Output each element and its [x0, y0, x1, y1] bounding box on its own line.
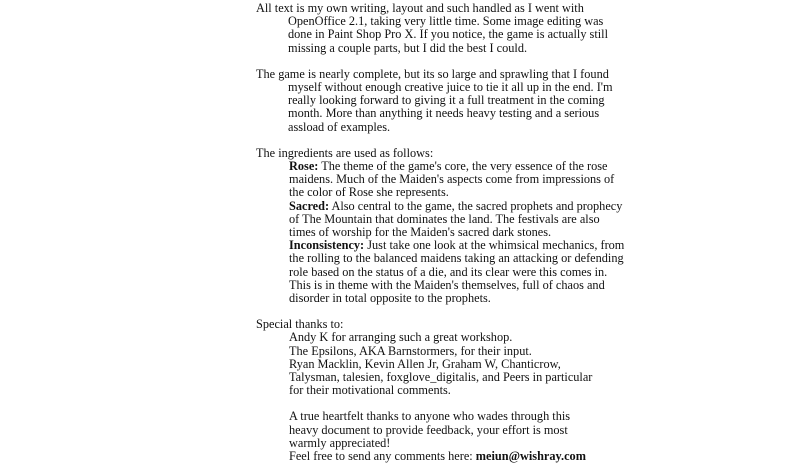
thanks-line: The Epsilons, AKA Barnstormers, for their input.	[289, 343, 532, 358]
thanks-list	[256, 331, 626, 463]
heartfelt-line: warmly appreciated!	[289, 435, 391, 450]
contact-email: meiun@wishray.com	[475, 449, 586, 463]
thanks-line: for their motivational comments.	[289, 383, 451, 398]
ingredients-section	[256, 147, 626, 305]
ingredient-rose-name: Rose:	[289, 159, 319, 174]
ingredients-list	[256, 160, 626, 305]
intro-paragraph: All text is my own writing, layout and such handled as I went with OpenOffice 2.1, taking very little time. Some image editing was done in Paint Shop Pro X. If you notice, the game is actually still missing a couple parts, but I did the best I could.	[256, 1, 609, 55]
ingredient-inconsistency	[289, 239, 626, 305]
ingredients-heading: The ingredients are used as follows:	[256, 145, 434, 160]
thanks-section	[256, 318, 626, 463]
ingredient-sacred-text: Also central to the game, the sacred prophets and prophecy of The Mountain that dominates the land. The festivals are also times of worship for the Maiden's sacred dark stones.	[289, 198, 623, 240]
heartfelt-line: heavy document to provide feedback, your effort is most	[289, 422, 568, 437]
ingredient-inconsistency-name: Inconsistency:	[289, 238, 365, 253]
status-paragraph: The game is nearly complete, but its so large and sprawling that I found myself without enough creative juice to tie it all up in the end. I'm really looking forward to giving it a full treatment in the coming month. More than anything it needs heavy testing and a serious assload of examples.	[256, 66, 613, 134]
thanks-heading: Special thanks to:	[256, 317, 344, 332]
ingredient-rose	[289, 160, 626, 200]
thanks-line: Talysman, talesien, foxglove_digitalis, and Peers in particular	[289, 370, 593, 385]
contact-line	[289, 450, 626, 463]
ingredient-sacred-name: Sacred:	[289, 198, 330, 213]
heartfelt-line: A true heartfelt thanks to anyone who wades through this	[289, 409, 571, 424]
heartfelt-paragraph	[289, 410, 626, 450]
ingredient-sacred	[289, 200, 626, 240]
thanks-line: Andy K for arranging such a great workshop.	[289, 330, 513, 345]
document-page	[256, 2, 626, 463]
thanks-line: Ryan Macklin, Kevin Allen Jr, Graham W, Chanticrow,	[289, 356, 561, 371]
ingredient-rose-text: The theme of the game's core, the very essence of the rose maidens. Much of the Maiden's aspects come from impressions of the color of Rose she represents.	[289, 159, 615, 200]
ingredient-inconsistency-text: Just take one look at the whimsical mechanics, from the rolling to the balanced maidens taking an attacking or defending role based on the status of a die, and its clear were this comes in. This is in theme with the Maiden's themselves, full of chaos and disorder in total opposite to the prophets.	[289, 238, 625, 306]
contact-prefix: Feel free to send any comments here:	[289, 449, 476, 463]
